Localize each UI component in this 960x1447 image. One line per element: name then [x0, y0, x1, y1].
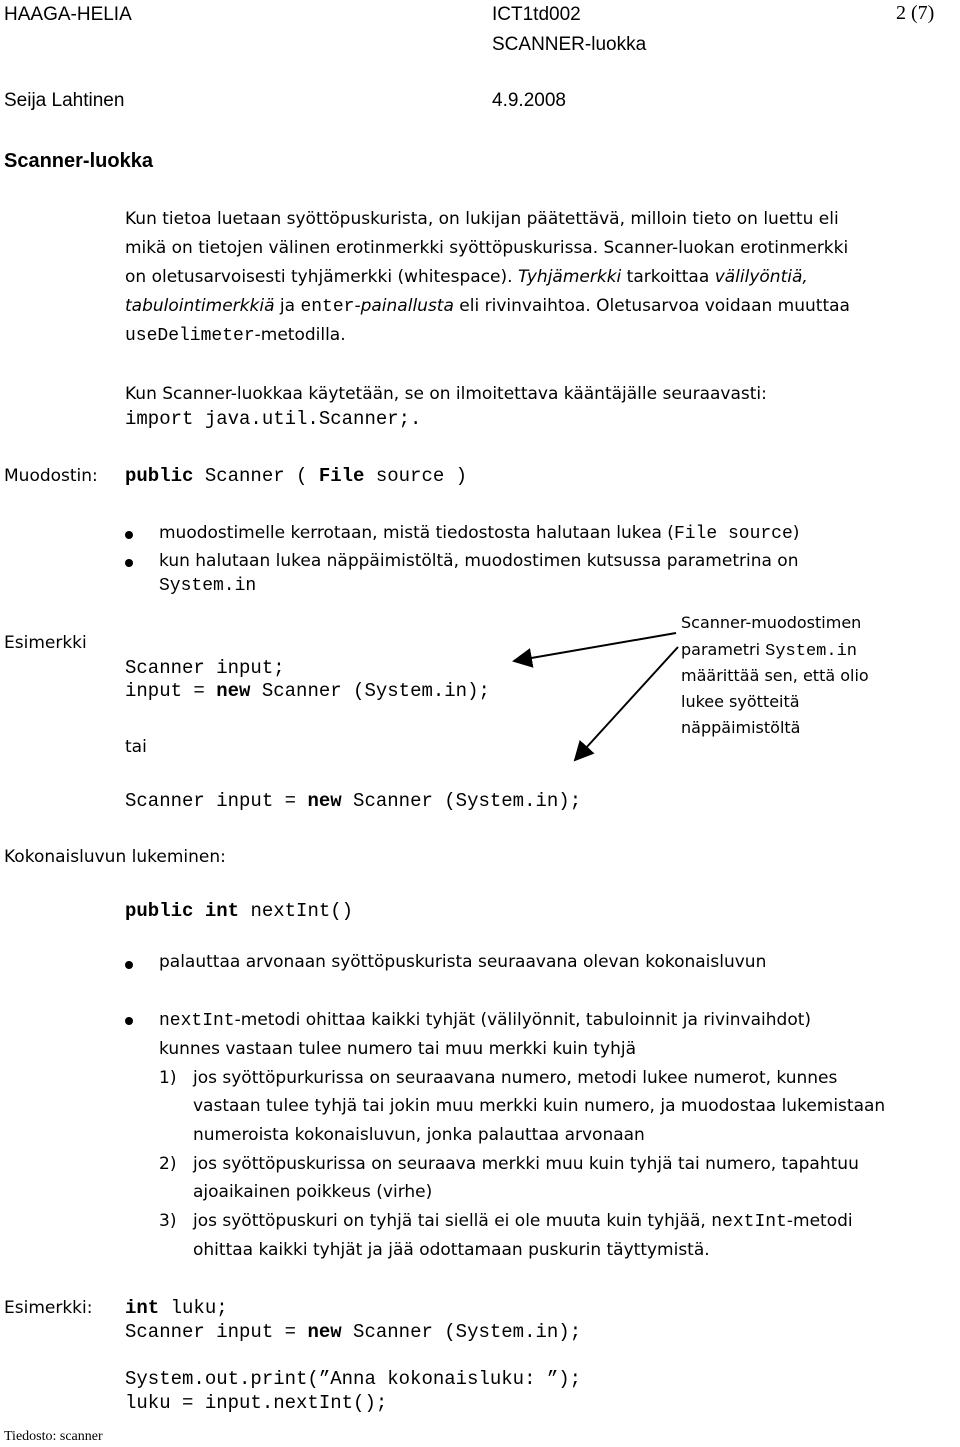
method-signature — [125, 900, 353, 922]
constructor-label: Muodostin: — [4, 466, 98, 486]
arrow-to-example — [514, 633, 676, 661]
page-title: Scanner-luokka — [4, 150, 153, 172]
ex-line2-b: Scanner (System.in); — [250, 680, 490, 702]
ex2-l2-b: Scanner (System.in); — [341, 1321, 582, 1343]
item-2-line-2: ajoaikainen poikkeus (virhe) — [193, 1182, 433, 1202]
example-label: Esimerkki — [4, 633, 87, 653]
item-2-number: 2) — [159, 1154, 177, 1174]
intro-line-1: Kun tietoa luetaan syöttöpuskurista, on lukijan päätettävä, milloin tieto on luettu eli — [125, 209, 839, 229]
header-page: 2 (7) — [896, 2, 935, 24]
header-topic: SCANNER-luokka — [492, 34, 647, 55]
item-1-line-3: numeroista kokonaisluvun, jonka palauttaa arvonaan — [193, 1125, 645, 1145]
bullet-dot — [125, 1017, 133, 1025]
item-3-text: jos syöttöpuskuri on tyhjä tai siellä ei ole muuta kuin tyhjää, — [193, 1211, 712, 1231]
method-bullet-2-line-2: kunnes vastaan tulee numero tai muu merkki kuin tyhjä — [159, 1039, 637, 1059]
item-3-line-2: ohittaa kaikki tyhjät ja jää odottamaan puskurin täyttymistä. — [193, 1240, 710, 1260]
import-note: Kun Scanner-luokkaa käytetään, se on ilmoitettava kääntäjälle seuraavasti: — [125, 384, 767, 404]
callout-line-2-text: parametri — [681, 640, 766, 659]
item-3-end: -metodi — [786, 1211, 853, 1231]
item-1-number: 1) — [159, 1068, 177, 1088]
kw-public: public — [125, 465, 194, 487]
intro-line-5-rest: -metodilla. — [254, 325, 346, 345]
header-author: Seija Lahtinen — [4, 90, 125, 111]
item-3-line-1 — [193, 1211, 853, 1232]
example-2-label: Esimerkki: — [4, 1298, 93, 1318]
header-course: ICT1td002 — [492, 4, 581, 25]
ex2-l2-a: Scanner input = — [125, 1321, 308, 1343]
item-1-line-1: jos syöttöpurkurissa on seuraavana numero, metodi lukee numerot, kunnes — [193, 1068, 838, 1088]
ex-line3-b: Scanner (System.in); — [341, 790, 582, 812]
kw-file: File — [318, 465, 365, 487]
callout-line-1: Scanner-muodostimen — [681, 613, 862, 632]
kw-int: int — [204, 900, 240, 922]
term-space: välilyöntiä, — [714, 267, 808, 287]
method-bullet-1: palauttaa arvonaan syöttöpuskurista seuraavana olevan kokonaisluvun — [159, 952, 767, 972]
example-2-line-1 — [125, 1297, 228, 1319]
ctor-bullet-1-text: muodostimelle kerrotaan, mistä tiedostosta halutaan lukea ( — [159, 523, 674, 543]
code-file-source: File source — [673, 524, 793, 544]
item-3-number: 3) — [159, 1211, 177, 1231]
kw-new: new — [307, 790, 342, 812]
callout-code: System.in — [765, 642, 857, 661]
intro-line-3-text: on oletusarvoisesti tyhjämerkki (whitespace). — [125, 267, 513, 287]
callout-line-4: lukee syötteitä — [681, 692, 800, 711]
intro-line-3-mid: tarkoittaa — [621, 267, 715, 287]
bullet-dot — [125, 961, 133, 969]
ex2-l1-rest: luku; — [159, 1297, 228, 1319]
intro-line-4-ja: ja — [274, 296, 301, 316]
code-nextint: nextInt — [711, 1212, 787, 1232]
code-nextint: nextInt — [159, 1011, 235, 1031]
ctor-bullet-1-end: ) — [792, 523, 800, 543]
ctor-text-1: Scanner ( — [193, 465, 319, 487]
kw-int: int — [125, 1297, 160, 1319]
intro-line-4-rest: eli rivinvaihtoa. Oletusarvoa voidaan muuttaa — [453, 296, 850, 316]
header-date: 4.9.2008 — [492, 90, 566, 111]
kw-public: public — [125, 900, 194, 922]
callout-line-3: määrittää sen, että olio — [681, 666, 869, 685]
term-tab: tabulointimerkkiä — [125, 296, 275, 316]
ctor-bullet-2: kun halutaan lukea näppäimistöltä, muodostimen kutsussa parametrina on — [159, 551, 799, 571]
method-bullet-2 — [159, 1010, 811, 1031]
arrow-to-alternative — [575, 647, 678, 760]
example-2-line-4: luku = input.nextInt(); — [125, 1392, 388, 1414]
section-title: Kokonaisluvun lukeminen: — [4, 847, 226, 867]
alternative-label: tai — [125, 737, 147, 757]
intro-line-2: mikä on tietojen välinen erotinmerkki syöttöpuskurissa. Scanner-luokan erotinmerkki — [125, 238, 849, 258]
ex-line2-a: input = — [125, 680, 217, 702]
header-org: HAAGA-HELIA — [4, 4, 132, 25]
item-1-line-2: vastaan tulee tyhjä tai jokin muu merkki kuin numero, ja muodostaa lukemistaan — [193, 1096, 886, 1116]
method-bullet-2-text: -metodi ohittaa kaikki tyhjät (välilyönnit, tabuloinnit ja rivinvaihdot) — [234, 1010, 812, 1030]
footer-filename: Tiedosto: scanner — [4, 1429, 103, 1444]
example-code-line-1: Scanner input; — [125, 657, 285, 679]
code-usedelimeter: useDelimeter — [125, 326, 255, 346]
term-enter: -painallusta — [354, 296, 454, 316]
example-2-line-2 — [125, 1321, 581, 1343]
import-code: import java.util.Scanner;. — [125, 408, 422, 430]
example-2-line-3: System.out.print(”Anna kokonaisluku: ”); — [125, 1368, 582, 1390]
term-whitespace: Tyhjämerkki — [517, 267, 622, 287]
ctor-text-2: source ) — [364, 465, 468, 487]
code-enter: enter — [300, 297, 355, 317]
kw-new: new — [307, 1321, 342, 1343]
kw-new: new — [216, 680, 251, 702]
ex-line3-a: Scanner input = — [125, 790, 308, 812]
item-2-line-1: jos syöttöpuskurissa on seuraava merkki muu kuin tyhjä tai numero, tapahtuu — [193, 1154, 859, 1174]
sig-rest: nextInt() — [239, 900, 354, 922]
callout-line-5: näppäimistöltä — [681, 718, 801, 737]
code-system-in: System.in — [159, 576, 257, 596]
